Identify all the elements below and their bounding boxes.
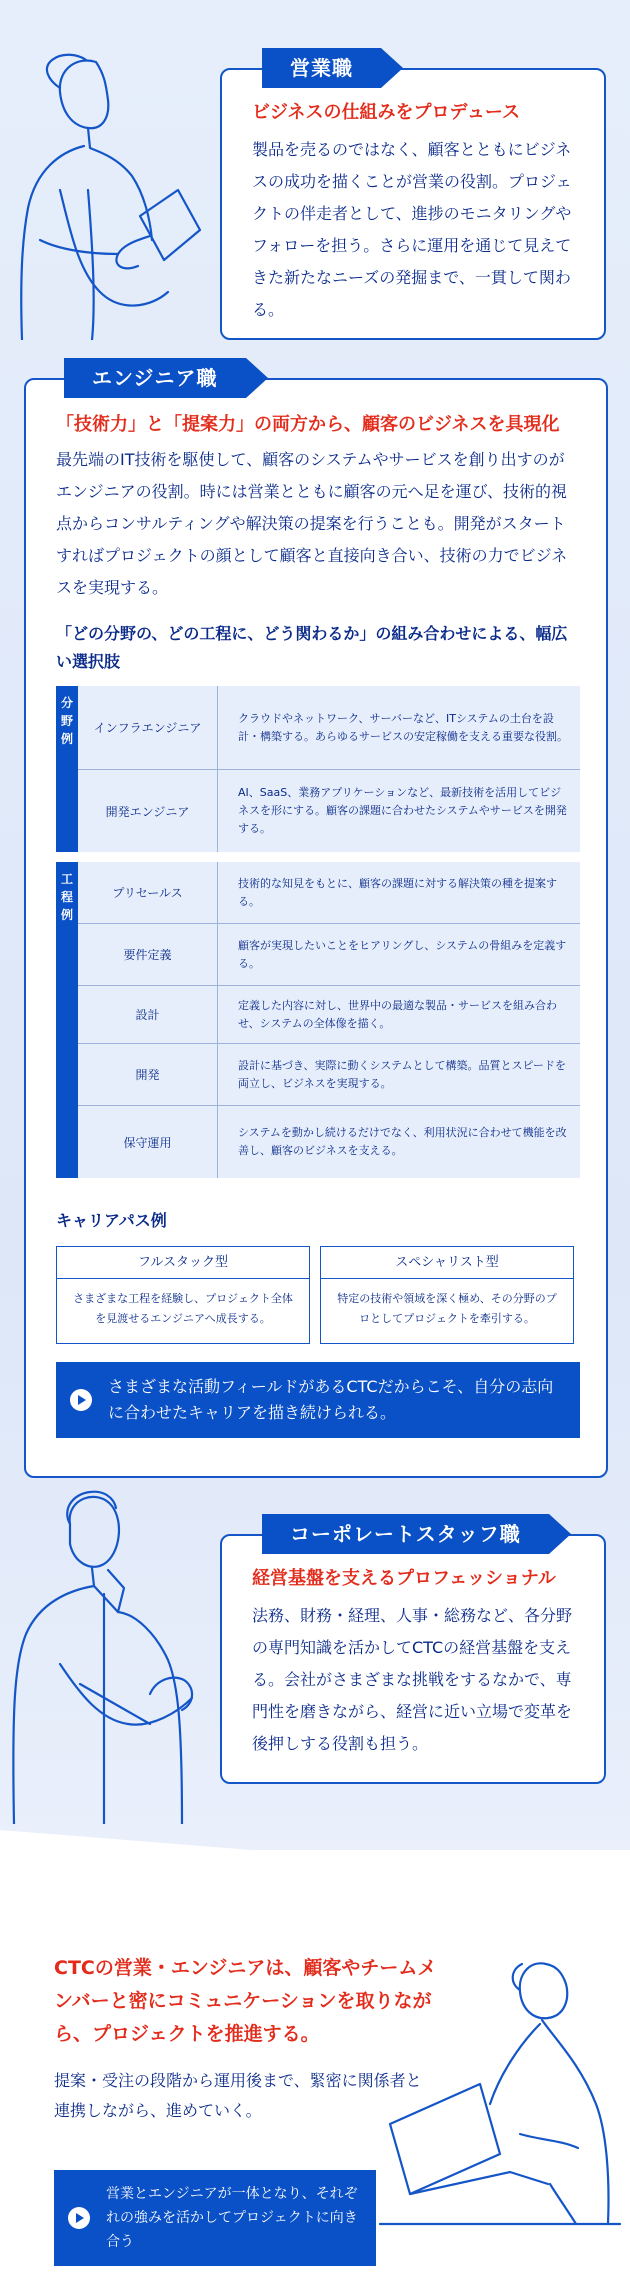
field-examples-group (56, 686, 580, 852)
bottom-banner-text: 営業とエンジニアが一体となり、それぞれの強みを活かしてプロジェクトに向き合う (106, 2186, 358, 2250)
table-row (78, 924, 580, 986)
table-row (78, 986, 580, 1044)
process-description: 技術的な知見をもとに、顧客の課題に対する解決策の種を提案する。 (238, 876, 557, 908)
sales-tag-overlay: 営業職 (262, 48, 381, 88)
career-specialist-box (320, 1246, 574, 1344)
table-row (78, 1106, 580, 1178)
bottom-banner[interactable] (54, 2170, 376, 2266)
process-description: 顧客が実現したいことをヒアリングし、システムの骨組みを定義する。 (238, 938, 567, 970)
process-description: システムを動かし続けるだけでなく、利用状況に合わせて機能を改善し、顧客のビジネスを支える。 (238, 1126, 567, 1157)
sales-description: 製品を売るのではなく、顧客とともにビジネスの成功を描くことが営業の役割。プロジェクトの伴走者として、進捗のモニタリングやフォローを担う。さらに運用を通じて見えてきた新たなニーズの発掘まで、一貫して関わる。 (252, 140, 572, 319)
engineer-banner[interactable] (56, 1362, 580, 1438)
process-name: 開発 (78, 1044, 218, 1105)
engineer-headline: 「技術力」と「提案力」の両方から、顧客のビジネスを具現化 (56, 414, 560, 435)
field-examples-label: 分野例 (56, 686, 78, 852)
process-description: 設計に基づき、実際に動くシステムとして構築。品質とスピードを両立し、ビジネスを実現する。 (238, 1058, 567, 1090)
play-icon (68, 2207, 90, 2229)
career-description: 特定の技術や領域を深く極め、その分野のプロとしてプロジェクトを牽引する。 (337, 1292, 557, 1325)
field-name: インフラエンジニア (78, 686, 218, 769)
career-title: フルスタック型 (57, 1247, 309, 1279)
field-description: AI、SaaS、業務アプリケーションなど、最新技術を活用してビジネスを形にする。顧客の課題に合わせたシステムやサービスを開発する。 (238, 786, 567, 835)
staff-description: 法務、財務・経理、人事・総務など、各分野の専門知識を活かしてCTCの経営基盤を支える。会社がさまざまな挑戦をするなかで、専門性を磨きながら、経営に近い立場で変革を後押しする役割も担う。 (252, 1606, 573, 1753)
sales-headline: ビジネスの仕組みをプロデュース (252, 102, 521, 123)
process-name: プリセールス (78, 862, 218, 923)
table-row (78, 686, 580, 770)
process-name: 設計 (78, 986, 218, 1043)
staff-tag: コーポレートスタッフ職 (262, 1514, 549, 1554)
staff-headline: 経営基盤を支えるプロフェッショナル (252, 1568, 556, 1589)
field-name: 開発エンジニア (78, 770, 218, 852)
table-row (78, 862, 580, 924)
field-description: クラウドやネットワーク、サーバーなど、ITシステムの土台を設計・構築する。あらゆるサービスの安定稼働を支える重要な役割。 (238, 711, 568, 743)
engineer-card (24, 378, 608, 1478)
process-description: 定義した内容に対し、世界中の最適な製品・サービスを組み合わせ、システムの全体像を描く。 (238, 998, 557, 1030)
engineer-banner-text: さまざまな活動フィールドがあるCTCだからこそ、自分の志向に合わせたキャリアを描き続けられる。 (108, 1377, 554, 1422)
career-fullstack-box (56, 1246, 310, 1344)
staff-card (220, 1534, 606, 1784)
career-title: スペシャリスト型 (321, 1247, 573, 1279)
staff-man-illustration (0, 1484, 230, 1824)
engineer-tag: エンジニア職 (64, 358, 246, 398)
play-icon (70, 1389, 92, 1411)
process-examples-label: 工程例 (56, 862, 78, 1178)
career-path-title: キャリアパス例 (56, 1211, 167, 1230)
process-name: 要件定義 (78, 924, 218, 985)
choice-title: 「どの分野の、どの工程に、どう関わるか」の組み合わせによる、幅広い選択肢 (56, 624, 568, 671)
career-description: さまざまな工程を経験し、プロジェクト全体を見渡せるエンジニアへ成長する。 (73, 1292, 293, 1325)
saleswoman-illustration (0, 40, 220, 340)
table-row (78, 1044, 580, 1106)
bottom-headline: CTCの営業・エンジニアは、顧客やチームメンバーと密にコミュニケーションを取りながら、プロジェクトを推進する。 (54, 1957, 437, 2045)
sales-card (220, 68, 606, 340)
engineer-description: 最先端のIT技術を駆使して、顧客のシステムやサービスを創り出すのがエンジニアの役割。時には営業とともに顧客の元へ足を運び、技術的視点からコンサルティングや解決策の提案を行うことも。開発がスタートすればプロジェクトの顔として顧客と直接向き合い、技術の力でビジネスを実現する。 (56, 450, 568, 597)
process-name: 保守運用 (78, 1106, 218, 1178)
bottom-description: 提案・受注の段階から運用後まで、緊密に関係者と連携しながら、進めていく。 (54, 2071, 422, 2120)
process-examples-group (56, 862, 580, 1178)
table-row (78, 770, 580, 852)
